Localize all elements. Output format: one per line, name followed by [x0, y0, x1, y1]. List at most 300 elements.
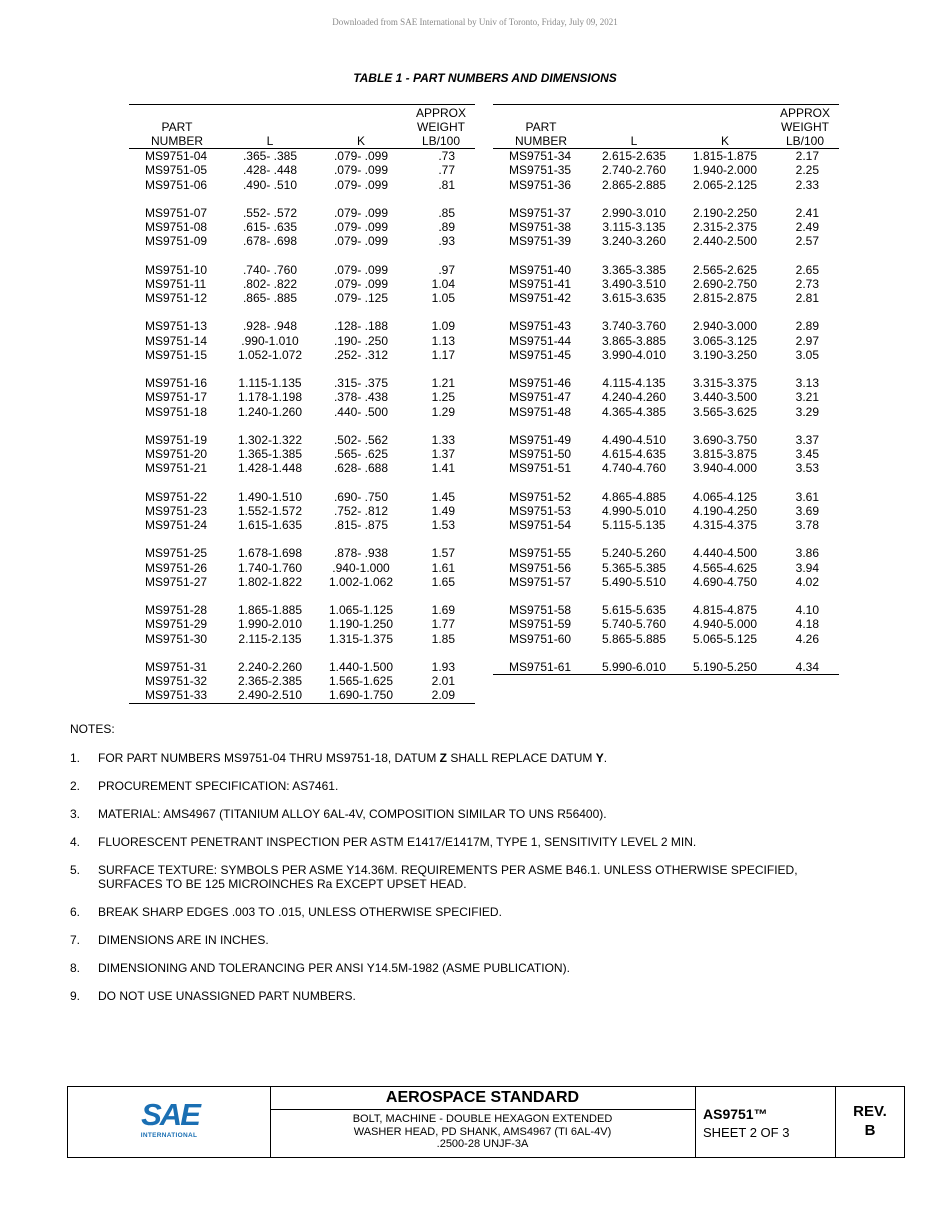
note-text: Y: [595, 751, 604, 765]
weight-cell: 2.25: [795, 163, 819, 178]
logo-text: SAE: [141, 1097, 199, 1132]
revision-value: B: [864, 1122, 876, 1139]
note-text: DIMENSIONS ARE IN INCHES.: [98, 933, 269, 947]
weight-cell: .97: [438, 262, 455, 277]
table-row: [493, 192, 839, 220]
l-cell: 1.302-1.322: [237, 432, 303, 447]
l-cell: .678- .698: [242, 234, 298, 249]
table-row: [129, 178, 475, 192]
k-cell: .252- .312: [333, 347, 389, 362]
part-number-cell: MS9751-08: [145, 220, 208, 234]
k-cell: .565- .625: [333, 447, 389, 461]
table-row: [493, 334, 839, 348]
k-cell: 2.940-3.000: [692, 319, 758, 334]
weight-cell: 1.61: [431, 560, 455, 575]
note-item: [70, 961, 850, 975]
k-cell: .079- .099: [333, 177, 389, 192]
k-cell: 4.565-4.625: [692, 560, 758, 575]
k-cell: 2.190-2.250: [692, 205, 758, 220]
weight-cell: 1.09: [431, 319, 455, 334]
part-number-cell: MS9751-43: [509, 319, 572, 334]
table-row: [493, 646, 839, 674]
table-row: [129, 163, 475, 177]
col-header-l: L: [266, 134, 274, 148]
l-cell: 3.615-3.635: [601, 291, 667, 305]
weight-cell: 3.13: [795, 376, 819, 390]
part-number-cell: MS9751-06: [145, 177, 208, 192]
table-row: [129, 589, 475, 617]
k-cell: .079- .099: [333, 163, 389, 178]
l-cell: 1.678-1.698: [237, 546, 303, 561]
weight-cell: 2.17: [795, 149, 819, 163]
l-cell: 1.240-1.260: [237, 404, 303, 419]
revision-cell: [835, 1087, 905, 1157]
part-number-cell: MS9751-57: [509, 574, 572, 589]
note-item: [70, 807, 850, 821]
l-cell: 4.115-4.135: [602, 376, 666, 390]
l-cell: .365- .385: [242, 149, 298, 163]
part-description: [270, 1113, 695, 1151]
k-cell: 2.315-2.375: [692, 220, 758, 234]
table-row: [493, 476, 839, 504]
l-cell: 3.115-3.135: [602, 220, 666, 234]
l-cell: 1.428-1.448: [237, 461, 303, 476]
description-line-2: WASHER HEAD, PD SHANK, AMS4967 (TI 6AL-4V): [353, 1125, 612, 1138]
part-number-cell: MS9751-49: [509, 432, 572, 447]
note-item: [70, 905, 850, 919]
k-cell: 1.440-1.500: [328, 659, 394, 674]
part-number-cell: [493, 674, 589, 675]
k-cell: .878- .938: [333, 546, 389, 561]
k-cell: 3.190-3.250: [692, 347, 758, 362]
sae-logo-icon: [136, 1096, 204, 1142]
table-title: TABLE 1 - PART NUMBERS AND DIMENSIONS: [353, 71, 617, 85]
l-cell: 4.365-4.385: [601, 404, 667, 419]
note-text: FOR PART NUMBERS MS9751-04 THRU MS9751-18, DATUM: [98, 751, 440, 765]
l-cell: 1.365-1.385: [237, 447, 303, 461]
weight-cell: 3.29: [795, 404, 819, 419]
part-number-cell: MS9751-21: [145, 461, 208, 476]
note-number: 4.: [70, 835, 81, 849]
table-row: [129, 532, 475, 560]
l-cell: 1.115-1.135: [238, 376, 302, 390]
k-cell: 3.440-3.500: [692, 390, 758, 405]
table-row: [129, 305, 475, 333]
weight-cell: [771, 674, 839, 675]
k-cell: .690- .750: [333, 489, 389, 504]
part-number-cell: MS9751-25: [145, 546, 208, 561]
l-cell: 4.615-4.635: [601, 447, 667, 461]
col-header-weight: APPROX WEIGHT LB/100: [415, 106, 466, 148]
col-header-l: L: [630, 134, 638, 148]
note-item: [70, 933, 850, 947]
l-cell: 2.490-2.510: [225, 688, 315, 703]
table-row: [493, 419, 839, 447]
weight-cell: 1.85: [431, 631, 455, 646]
weight-cell: 1.49: [431, 503, 455, 518]
part-number-cell: MS9751-05: [145, 163, 208, 178]
part-number-cell: MS9751-51: [509, 461, 572, 476]
k-cell: .079- .099: [333, 262, 389, 277]
table-row: [129, 646, 475, 674]
part-number-cell: MS9751-10: [145, 262, 208, 277]
k-cell: .502- .562: [333, 432, 389, 447]
weight-cell: 4.34: [795, 659, 819, 674]
part-number-cell: MS9751-28: [145, 603, 208, 617]
l-cell: .865- .885: [242, 291, 298, 305]
weight-cell: 1.13: [431, 333, 455, 348]
part-number-cell: MS9751-59: [509, 617, 572, 632]
part-number-cell: MS9751-15: [145, 347, 208, 362]
part-number-cell: MS9751-07: [145, 205, 208, 220]
l-cell: 5.115-5.135: [602, 518, 666, 532]
weight-cell: 1.25: [431, 390, 455, 405]
weight-cell: 2.49: [795, 220, 819, 234]
note-number: 1.: [70, 751, 81, 765]
part-number-cell: MS9751-40: [509, 262, 572, 277]
part-number-cell: MS9751-16: [145, 376, 208, 390]
weight-cell: 1.57: [431, 546, 455, 561]
table-row: [129, 390, 475, 404]
description-line-3: .2500-28 UNJF-3A: [436, 1138, 529, 1150]
part-number-cell: MS9751-31: [145, 659, 208, 674]
table-row: [493, 178, 839, 192]
weight-cell: .85: [438, 205, 455, 220]
k-cell: 4.815-4.875: [692, 603, 758, 617]
k-cell: 2.065-2.125: [692, 177, 758, 192]
k-cell: 1.002-1.062: [328, 574, 394, 589]
note-number: 5.: [70, 863, 81, 877]
table-header-row: [129, 105, 475, 149]
table-row: [129, 476, 475, 504]
l-cell: 3.365-3.385: [601, 262, 667, 277]
weight-cell: 1.93: [431, 659, 455, 674]
weight-cell: 3.53: [795, 461, 819, 476]
note-item: [70, 835, 850, 849]
weight-cell: 3.21: [795, 390, 819, 405]
weight-cell: .77: [438, 163, 455, 178]
weight-cell: 2.33: [795, 177, 819, 192]
weight-cell: 4.26: [795, 631, 819, 646]
table-row: [493, 461, 839, 475]
k-cell: .079- .125: [333, 291, 389, 305]
l-cell: 3.490-3.510: [601, 276, 667, 291]
l-cell: 2.365-2.385: [237, 674, 303, 688]
part-number-cell: MS9751-17: [145, 390, 208, 405]
note-text: FLUORESCENT PENETRANT INSPECTION PER ASTM E1417/E1417M, TYPE 1, SENSITIVITY LEVEL 2 MIN.: [98, 835, 697, 849]
k-cell: 3.815-3.875: [692, 447, 758, 461]
l-cell: 1.490-1.510: [237, 489, 303, 504]
l-cell: 3.990-4.010: [601, 347, 667, 362]
note-text: SURFACE TEXTURE: SYMBOLS PER ASME Y14.36M. REQUIREMENTS PER ASME B46.1. UNLESS OTHERWISE SPECIFIED, SURFACES TO BE 125 MICROINCHES Ra EXCEPT UPSET HEAD.: [98, 863, 798, 891]
k-cell: 3.565-3.625: [692, 404, 758, 419]
table-row: [129, 688, 475, 703]
l-cell: .802- .822: [242, 276, 298, 291]
k-cell: 5.065-5.125: [692, 631, 758, 646]
k-cell: .079- .099: [333, 205, 389, 220]
note-text: MATERIAL: AMS4967 (TITANIUM ALLOY 6AL-4V, COMPOSITION SIMILAR TO UNS R56400).: [98, 807, 607, 821]
weight-cell: 1.65: [431, 574, 455, 589]
k-cell: 4.940-5.000: [692, 617, 758, 632]
l-cell: 5.865-5.885: [601, 631, 667, 646]
weight-cell: 3.69: [795, 503, 819, 518]
k-cell: 1.315-1.375: [328, 631, 394, 646]
col-header-weight: APPROX WEIGHT LB/100: [779, 106, 830, 148]
table-row: [493, 220, 839, 234]
l-cell: 4.990-5.010: [601, 503, 667, 518]
table-row: [493, 348, 839, 362]
part-number-cell: MS9751-22: [145, 489, 208, 504]
table-row: [129, 334, 475, 348]
table-row: [493, 149, 839, 164]
weight-cell: 4.10: [795, 603, 819, 617]
table-row: [129, 674, 475, 688]
table-row: [493, 575, 839, 589]
table-row: [493, 234, 839, 248]
part-number-cell: MS9751-54: [509, 518, 572, 532]
note-number: 6.: [70, 905, 81, 919]
table-row: [129, 617, 475, 631]
table-row: [129, 405, 475, 419]
weight-cell: 1.29: [431, 404, 455, 419]
l-cell: 5.740-5.760: [601, 617, 667, 632]
l-cell: 2.115-2.135: [238, 631, 302, 646]
k-cell: 3.690-3.750: [692, 432, 758, 447]
weight-cell: 3.94: [795, 560, 819, 575]
l-cell: .490- .510: [242, 177, 298, 192]
table-row: [129, 461, 475, 475]
weight-cell: 1.53: [431, 518, 455, 532]
note-text: Z: [439, 751, 447, 765]
note-text: PROCUREMENT SPECIFICATION: AS7461.: [98, 779, 339, 793]
l-cell: 1.052-1.072: [237, 347, 303, 362]
k-cell: .079- .099: [333, 234, 389, 249]
table-row: [493, 447, 839, 461]
l-cell: 4.740-4.760: [601, 461, 667, 476]
part-number-cell: MS9751-44: [509, 333, 572, 348]
table-row: [129, 575, 475, 589]
document-number: AS9751™: [703, 1106, 768, 1122]
l-cell: 2.740-2.760: [601, 163, 667, 178]
note-number: 7.: [70, 933, 81, 947]
l-cell: .990-1.010: [241, 333, 299, 348]
part-number-cell: MS9751-38: [509, 220, 572, 234]
k-cell: 1.065-1.125: [328, 603, 394, 617]
note-number: 9.: [70, 989, 81, 1003]
part-number-cell: MS9751-09: [145, 234, 208, 249]
title-block: [67, 1086, 905, 1158]
table-header-row: [493, 105, 839, 149]
table-row: [129, 419, 475, 447]
k-cell: 3.315-3.375: [692, 376, 758, 390]
l-cell: .552- .572: [242, 205, 298, 220]
note-number: 3.: [70, 807, 81, 821]
col-header-part-number: PART NUMBER: [514, 120, 567, 148]
weight-cell: 1.41: [431, 461, 455, 476]
table-row: [129, 149, 475, 164]
table-row: [129, 504, 475, 518]
l-cell: 5.615-5.635: [601, 603, 667, 617]
l-cell: 5.365-5.385: [601, 560, 667, 575]
part-number-cell: MS9751-29: [145, 617, 208, 632]
weight-cell: 1.04: [431, 276, 455, 291]
k-cell: 2.815-2.875: [692, 291, 758, 305]
note-text: DO NOT USE UNASSIGNED PART NUMBERS.: [98, 989, 356, 1003]
table-row: [129, 220, 475, 234]
download-watermark: Downloaded from SAE International by Univ of Toronto, Friday, July 09, 2021: [332, 17, 618, 27]
part-number-cell: MS9751-04: [145, 149, 208, 163]
table-row: [493, 589, 839, 617]
table-row: [129, 291, 475, 305]
k-cell: .128- .188: [333, 319, 389, 334]
note-number: 2.: [70, 779, 81, 793]
part-number-cell: MS9751-55: [509, 546, 572, 561]
part-number-cell: MS9751-48: [509, 404, 572, 419]
weight-cell: 3.86: [795, 546, 819, 561]
part-number-cell: MS9751-26: [145, 560, 208, 575]
table-row: [493, 532, 839, 560]
note-text: SHALL REPLACE DATUM: [447, 751, 596, 765]
weight-cell: .81: [438, 177, 455, 192]
weight-cell: 2.41: [795, 205, 819, 220]
weight-cell: 1.77: [431, 617, 455, 632]
table-row: [493, 362, 839, 390]
part-number-cell: MS9751-60: [509, 631, 572, 646]
weight-cell: 3.05: [795, 347, 819, 362]
table-row: [129, 234, 475, 248]
l-cell: 1.740-1.760: [237, 560, 303, 575]
note-item: [70, 779, 850, 793]
table-row: [493, 291, 839, 305]
table-row: [129, 632, 475, 646]
part-number-cell: MS9751-27: [145, 574, 208, 589]
parts-table-left: [129, 104, 475, 704]
k-cell: 4.190-4.250: [692, 503, 758, 518]
k-cell: .315- .375: [333, 376, 389, 390]
k-cell: 1.190-1.250: [328, 617, 394, 632]
part-number-cell: MS9751-34: [509, 149, 572, 163]
part-number-cell: MS9751-14: [145, 333, 208, 348]
weight-cell: 3.61: [795, 489, 819, 504]
l-cell: 2.240-2.260: [237, 659, 303, 674]
table-row: [129, 447, 475, 461]
weight-cell: 3.78: [795, 518, 819, 532]
part-number-cell: MS9751-20: [145, 447, 208, 461]
table-row: [493, 163, 839, 177]
l-cell: .740- .760: [242, 262, 298, 277]
k-cell: .628- .688: [333, 461, 389, 476]
k-cell: 3.065-3.125: [692, 333, 758, 348]
l-cell: 4.490-4.510: [601, 432, 667, 447]
l-cell: [589, 674, 679, 675]
weight-cell: 1.21: [431, 376, 455, 390]
part-number-cell: MS9751-53: [509, 503, 572, 518]
l-cell: 1.865-1.885: [237, 603, 303, 617]
l-cell: 3.865-3.885: [601, 333, 667, 348]
table-row: [493, 390, 839, 404]
part-number-cell: MS9751-52: [509, 489, 572, 504]
l-cell: .615- .635: [242, 220, 298, 234]
description-line-1: BOLT, MACHINE - DOUBLE HEXAGON EXTENDED: [352, 1113, 613, 1125]
table-row: [129, 362, 475, 390]
k-cell: 5.190-5.250: [692, 659, 758, 674]
table-row: [129, 192, 475, 220]
weight-cell: 2.81: [795, 291, 819, 305]
k-cell: 2.440-2.500: [692, 234, 758, 249]
l-cell: 4.865-4.885: [601, 489, 667, 504]
table-row: [493, 617, 839, 631]
k-cell: .079- .099: [333, 220, 389, 234]
k-cell: .752- .812: [333, 503, 389, 518]
weight-cell: .93: [438, 234, 455, 249]
weight-cell: 2.57: [795, 234, 819, 249]
l-cell: 2.865-2.885: [601, 177, 667, 192]
l-cell: 5.990-6.010: [601, 659, 667, 674]
part-number-cell: MS9751-18: [145, 404, 208, 419]
k-cell: .440- .500: [333, 404, 389, 419]
weight-cell: 2.97: [795, 333, 819, 348]
table-row: [129, 277, 475, 291]
table-row: [129, 348, 475, 362]
l-cell: 3.240-3.260: [601, 234, 667, 249]
k-cell: .378- .438: [333, 390, 389, 405]
weight-cell: 1.69: [431, 603, 455, 617]
k-cell: [679, 674, 771, 675]
k-cell: 4.065-4.125: [692, 489, 758, 504]
part-number-cell: MS9751-24: [145, 518, 208, 532]
l-cell: 5.490-5.510: [601, 574, 667, 589]
l-cell: 5.240-5.260: [601, 546, 667, 561]
weight-cell: 2.73: [795, 276, 819, 291]
note-item: [70, 863, 850, 891]
l-cell: 1.990-2.010: [237, 617, 303, 632]
part-number-cell: MS9751-41: [509, 276, 572, 291]
part-number-cell: MS9751-32: [145, 674, 208, 688]
k-cell: 3.940-4.000: [692, 461, 758, 476]
sheet-number: SHEET 2 OF 3: [703, 1125, 790, 1140]
table-row: [493, 405, 839, 419]
l-cell: 4.240-4.260: [601, 390, 667, 405]
part-number-cell: MS9751-37: [509, 205, 572, 220]
part-number-cell: MS9751-61: [509, 659, 572, 674]
notes-heading: NOTES:: [70, 722, 115, 736]
l-cell: 3.740-3.760: [601, 319, 667, 334]
revision-label: REV.: [853, 1103, 887, 1120]
table-row: [493, 504, 839, 518]
notes-list: [70, 751, 850, 1017]
note-text: DIMENSIONING AND TOLERANCING PER ANSI Y14.5M-1982 (ASME PUBLICATION).: [98, 961, 570, 975]
k-cell: .079- .099: [333, 149, 389, 163]
table-row: [493, 277, 839, 291]
part-number-cell: MS9751-58: [509, 603, 572, 617]
part-number-cell: MS9751-47: [509, 390, 572, 405]
k-cell: .815- .875: [333, 518, 389, 532]
l-cell: 2.990-3.010: [601, 205, 667, 220]
part-number-cell: MS9751-46: [509, 376, 572, 390]
weight-cell: .73: [438, 149, 455, 163]
note-number: 8.: [70, 961, 81, 975]
note-item: [70, 989, 850, 1003]
weight-cell: 1.33: [431, 432, 455, 447]
parts-table-right: [493, 104, 839, 675]
weight-cell: 2.65: [795, 262, 819, 277]
k-cell: .190- .250: [333, 333, 389, 348]
part-number-cell: MS9751-39: [509, 234, 572, 249]
part-number-cell: MS9751-11: [145, 276, 207, 291]
k-cell: 4.690-4.750: [692, 574, 758, 589]
table-row: [493, 518, 839, 532]
table-row: [129, 561, 475, 575]
